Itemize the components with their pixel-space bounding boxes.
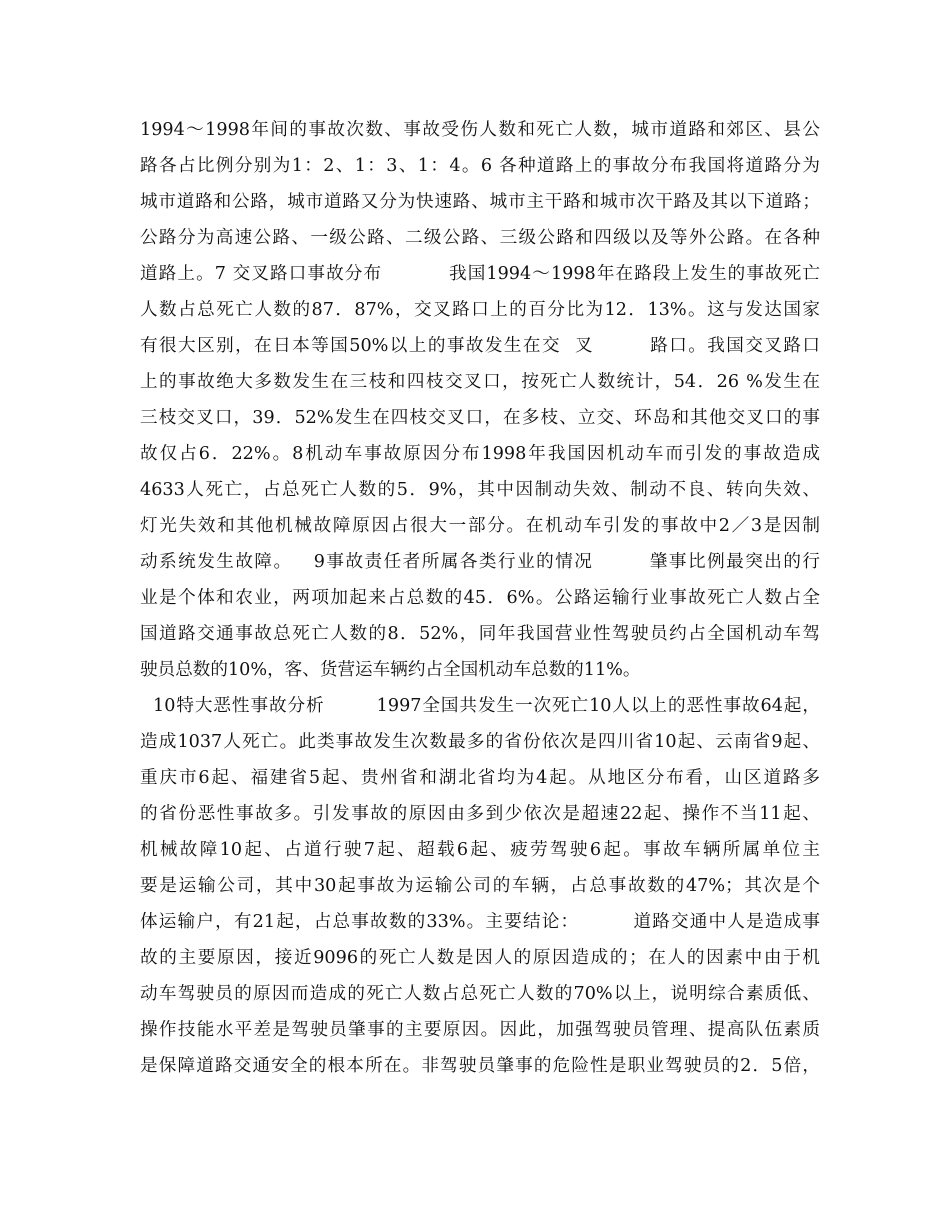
text-line: 造成1037人死亡。此类事故发生次数最多的省份依次是四川省10起、云南省9起、 bbox=[140, 732, 820, 752]
text-line: 是保障道路交通安全的根本所在。非驾驶员肇事的危险性是职业驾驶员的2．5倍， bbox=[140, 1056, 820, 1076]
text-line: 故仅占6．22%。8机动车事故原因分布1998年我国因机动车而引发的事故造成 bbox=[140, 444, 820, 464]
text-line: 有很大区别，在日本等国50%以上的事故发生在交 叉 路口。我国交叉路口 bbox=[140, 336, 820, 356]
text-line: 10特大恶性事故分析 1997全国共发生一次死亡10人以上的恶性事故64起， bbox=[140, 696, 820, 716]
text-line: 人数占总死亡人数的87．87%，交叉路口上的百分比为12．13%。这与发达国家 bbox=[140, 300, 820, 320]
text-line: 故的主要原因，接近9096的死亡人数是因人的原因造成的；在人的因素中由于机 bbox=[140, 948, 820, 968]
body-text bbox=[140, 112, 820, 1084]
text-line: 重庆市6起、福建省5起、贵州省和湖北省均为4起。从地区分布看，山区道路多 bbox=[140, 768, 820, 788]
text-line: 1994～1998年间的事故次数、事故受伤人数和死亡人数，城市道路和郊区、县公 bbox=[140, 120, 820, 140]
text-line: 体运输户，有21起，占总事故数的33%。主要结论： 道路交通中人是造成事 bbox=[140, 912, 820, 932]
text-line: 路各占比例分别为1：2、1：3、1：4。6 各种道路上的事故分布我国将道路分为 bbox=[140, 156, 820, 176]
text-line: 业是个体和农业，两项加起来占总数的45．6%。公路运输行业事故死亡人数占全 bbox=[140, 588, 820, 608]
text-line: 机械故障10起、占道行驶7起、超载6起、疲劳驾驶6起。事故车辆所属单位主 bbox=[140, 840, 820, 860]
text-line: 国道路交通事故总死亡人数的8．52%，同年我国营业性驾驶员约占全国机动车驾 bbox=[140, 624, 820, 644]
text-line: 驶员总数的10%，客、货营运车辆约占全国机动车总数的11%。 bbox=[140, 660, 641, 680]
text-line: 动车驾驶员的原因而造成的死亡人数占总死亡人数的70%以上，说明综合素质低、 bbox=[140, 984, 820, 1004]
text-line: 道路上。7 交叉路口事故分布 我国1994～1998年在路段上发生的事故死亡 bbox=[140, 264, 820, 284]
text-line: 4633人死亡，占总死亡人数的5．9%，其中因制动失效、制动不良、转向失效、 bbox=[140, 480, 820, 500]
text-line: 城市道路和公路，城市道路又分为快速路、城市主干路和城市次干路及其以下道路； bbox=[140, 192, 820, 212]
text-line: 要是运输公司，其中30起事故为运输公司的车辆，占总事故数的47%；其次是个 bbox=[140, 876, 820, 896]
text-line: 的省份恶性事故多。引发事故的原因由多到少依次是超速22起、操作不当11起、 bbox=[140, 804, 820, 824]
text-line: 公路分为高速公路、一级公路、二级公路、三级公路和四级以及等外公路。在各种 bbox=[140, 228, 820, 248]
text-line: 动系统发生故障。 9事故责任者所属各类行业的情况 肇事比例最突出的行 bbox=[140, 552, 820, 572]
text-line: 灯光失效和其他机械故障原因占很大一部分。在机动车引发的事故中2／3是因制 bbox=[140, 516, 820, 536]
text-line: 上的事故绝大多数发生在三枝和四枝交叉口，按死亡人数统计，54．26 %发生在 bbox=[140, 372, 820, 392]
text-line: 三枝交叉口，39．52%发生在四枝交叉口，在多枝、立交、环岛和其他交叉口的事 bbox=[140, 408, 820, 428]
text-line: 操作技能水平差是驾驶员肇事的主要原因。因此，加强驾驶员管理、提高队伍素质 bbox=[140, 1020, 820, 1040]
